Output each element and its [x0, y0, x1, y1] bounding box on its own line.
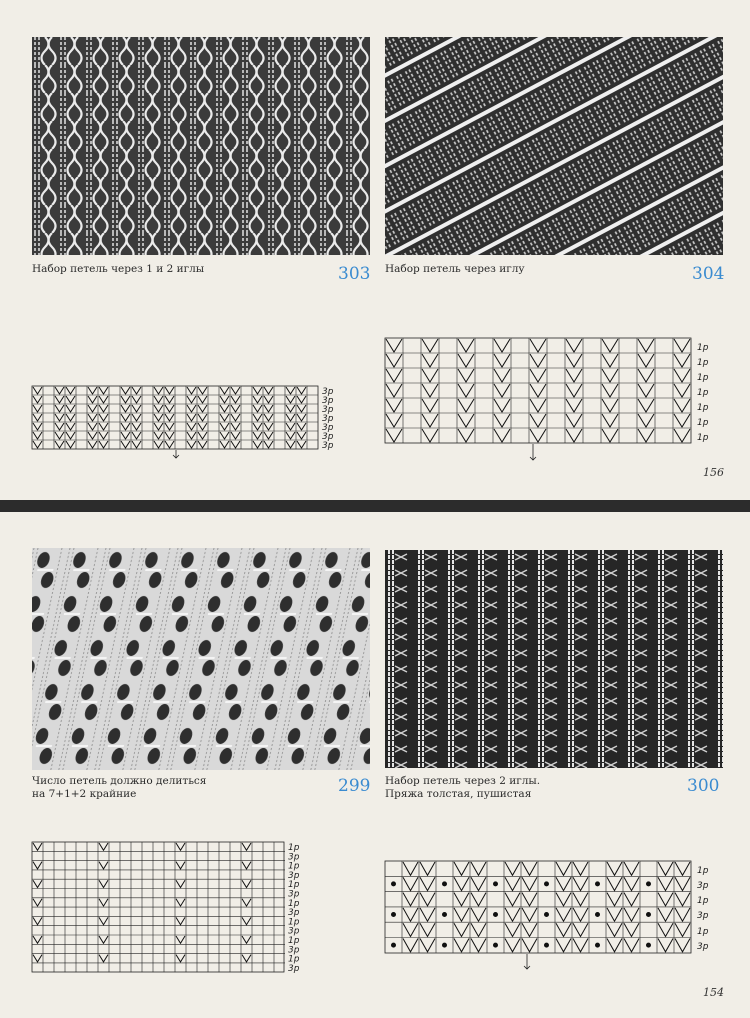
chart-299-row-label: 1р	[288, 898, 300, 909]
page-divider	[0, 500, 750, 512]
chart-299-row-label: 3р	[288, 870, 300, 881]
chart-304-row-label: 1р	[697, 373, 709, 383]
chart-303	[30, 384, 346, 459]
chart-300-row-label: 1р	[697, 866, 709, 876]
knit-photo-299	[32, 548, 370, 770]
caption-303: Набор петель через 1 и 2 иглы	[32, 263, 205, 275]
chart-300-row-label: 3р	[697, 942, 709, 952]
caption-299	[32, 775, 206, 801]
chart-299-row-label: 1р	[288, 917, 300, 928]
chart-303-row-label: 3р	[322, 396, 334, 406]
page-number-156: 156	[703, 466, 724, 479]
chart-299-row-label: 3р	[288, 963, 300, 974]
chart-304-row-label: 1р	[697, 343, 709, 353]
chart-304-row-label: 1р	[697, 433, 709, 443]
caption-299-line: на 7+1+2 крайние	[32, 788, 137, 800]
chart-299-row-label: 3р	[288, 889, 300, 900]
pattern-number-300: 300	[687, 776, 720, 796]
bottom-page	[0, 512, 750, 1018]
knit-photo-304	[385, 37, 723, 255]
page-number-154: 154	[703, 986, 724, 999]
chart-299-row-label: 1р	[288, 936, 300, 946]
knit-texture-300	[385, 550, 723, 768]
chart-303-row-label: 3р	[322, 441, 334, 451]
chart-300-row-label: 1р	[697, 927, 709, 937]
chart-299-row-label: 3р	[288, 926, 300, 937]
chart-299-row-label: 3р	[288, 908, 300, 919]
chart-303-row-label: 3р	[322, 432, 334, 442]
chart-300-row-label: 1р	[697, 896, 709, 906]
knit-texture-303	[32, 37, 370, 255]
caption-300	[385, 775, 540, 801]
chart-303-row-label: 3р	[322, 423, 334, 433]
down-arrow-icon	[530, 444, 536, 460]
chart-299-row-label: 1р	[288, 954, 300, 965]
caption-300-line: Пряжа толстая, пушистая	[385, 788, 532, 800]
chart-300-row-label: 3р	[697, 881, 709, 891]
chart-303-row-label: 3р	[322, 405, 334, 415]
chart-304-row-label: 1р	[697, 418, 709, 428]
top-page	[0, 0, 750, 500]
pattern-number-304: 304	[692, 264, 725, 284]
chart-299-row-label: 3р	[288, 945, 300, 956]
caption-299-line: Число петель должно делиться	[32, 775, 207, 787]
knit-photo-303	[32, 37, 370, 255]
chart-303-row-label: 3р	[322, 414, 334, 424]
chart-304-row-label: 1р	[697, 358, 709, 368]
chart-299-row-label: 1р	[288, 880, 300, 891]
caption-300-line: Набор петель через 2 иглы.	[385, 775, 541, 787]
knit-texture-304	[385, 37, 723, 255]
chart-303-row-label: 3р	[322, 387, 334, 397]
down-arrow-icon	[524, 954, 530, 969]
chart-300-row-label: 3р	[697, 911, 709, 921]
caption-304: Набор петель через иглу	[385, 263, 525, 275]
chart-300	[383, 859, 713, 971]
chart-299-row-label: 3р	[288, 852, 300, 863]
chart-299-row-label: 1р	[288, 843, 300, 853]
knit-texture-299	[32, 548, 370, 770]
knit-photo-300	[385, 550, 723, 768]
pattern-number-299: 299	[338, 776, 371, 796]
chart-299-row-label: 1р	[288, 861, 300, 872]
chart-304-row-label: 1р	[697, 388, 709, 398]
pattern-number-303: 303	[338, 264, 371, 284]
chart-299	[30, 840, 315, 976]
chart-304	[383, 336, 713, 462]
chart-304-row-label: 1р	[697, 403, 709, 413]
down-arrow-icon	[173, 450, 179, 458]
